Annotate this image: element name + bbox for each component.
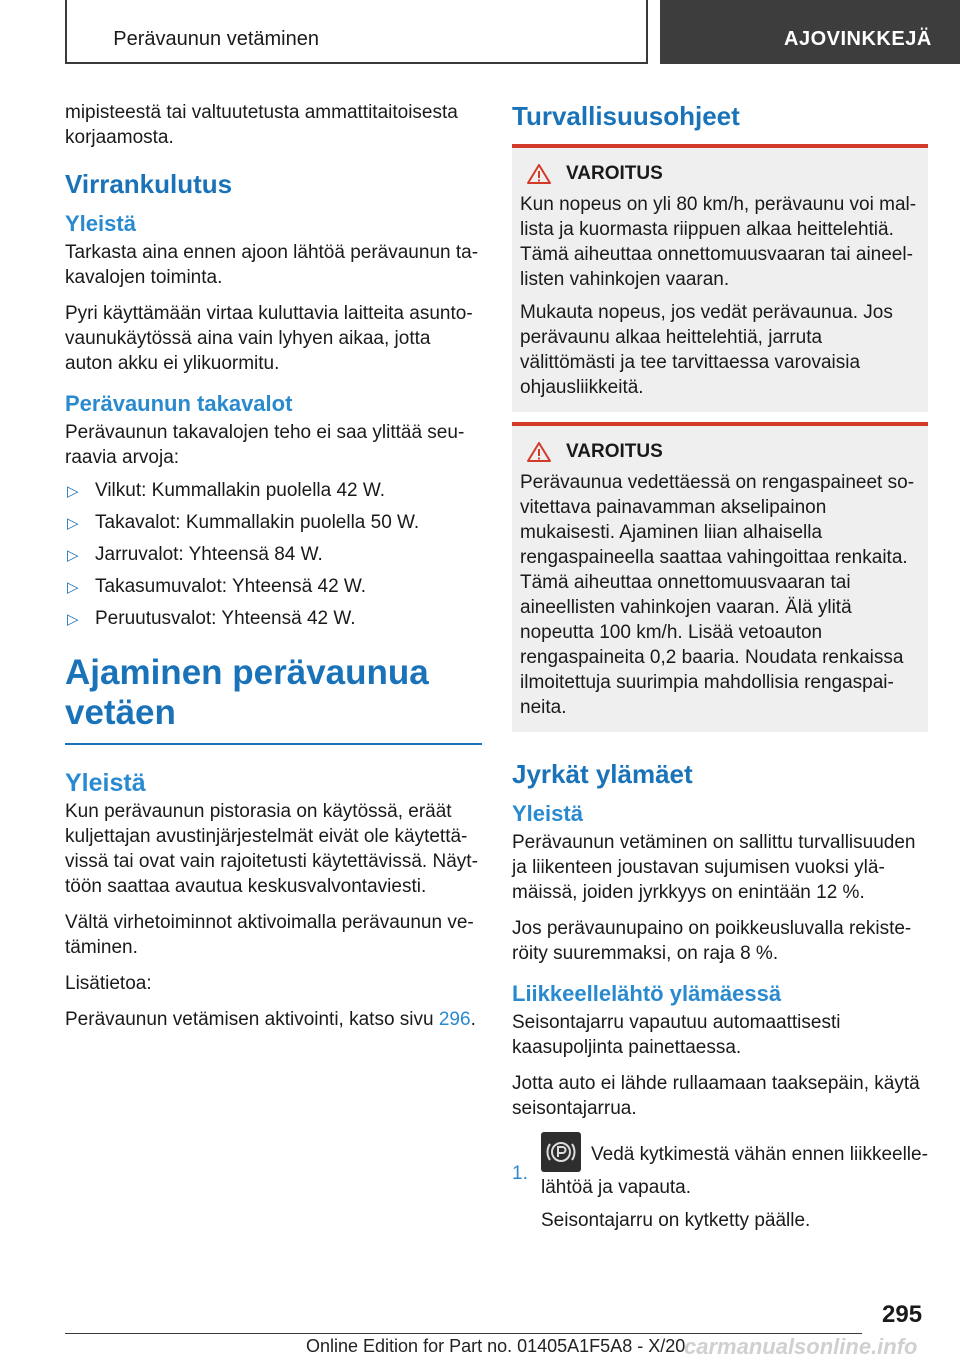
liikkeelle-heading: Liikkeellelähtö ylämäessä: [512, 981, 782, 1006]
triangle-right-icon: ▷: [67, 579, 79, 596]
virrankulutus-subheading: Yleistä: [65, 211, 136, 236]
triangle-right-icon: ▷: [67, 547, 79, 564]
list-item: [512, 1135, 928, 1233]
turvallisuus-heading: Turvallisuusohjeet: [512, 101, 740, 131]
intro-paragraph: mipisteestä tai valtuutetusta ammattitaitoisesta korjaamosta.: [65, 102, 458, 148]
step-note: Seisontajarru on kytketty päälle.: [541, 1210, 811, 1231]
warning-1-paragraph-2: Mukauta nopeus, jos vedät perävaunua. Jos perävaunu alkaa heittelehtiä, jarruta välittömästi ja tee tarvittaessa varovaisia ohjausliikkeitä.: [520, 302, 893, 398]
takavalot-intro: Perävaunun takavalojen teho ei saa ylittää seuraavia arvoja:: [65, 422, 465, 468]
jyrkat-heading: Jyrkät ylämäet: [512, 759, 693, 789]
list-item: ▷ Takavalot: Kummallakin puolella 50 W.: [65, 510, 482, 535]
virrankulutus-heading: Virrankulutus: [65, 169, 233, 199]
jyrkat-subheading: Yleistä: [512, 801, 583, 826]
takavalot-heading: Perävaunun takavalot: [65, 391, 293, 416]
left-column: [65, 100, 482, 1043]
warning-header: [520, 440, 920, 464]
ajaminen-paragraph-2: Vältä virhetoiminnot aktivoimalla perävaunun vetäminen.: [65, 912, 474, 958]
step-text: Vedä kytkimestä vähän ennen liikkeellelähtöä ja vapauta.: [541, 1144, 928, 1198]
warning-label: VAROITUS: [566, 163, 663, 184]
page-link[interactable]: 296: [438, 1009, 471, 1030]
warning-triangle-icon: [526, 441, 552, 463]
watermark: carmanualsonline.info: [684, 1334, 918, 1359]
footer-edition: Online Edition for Part no. 01405A1F5A8 - X/20: [306, 1336, 686, 1356]
steps-list: [512, 1135, 928, 1233]
warning-box-1: [512, 144, 928, 412]
warning-header: [520, 162, 920, 186]
jyrkat-paragraph-1: Perävaunun vetäminen on sallittu turvallisuuden ja liikenteen joustavan sujumisen vuoksi ylämäissä, joiden jyrkkyys on enintään 12 %.: [512, 832, 916, 903]
ajaminen-subheading: Yleistä: [65, 769, 146, 797]
virrankulutus-paragraph-2: Pyri käyttämään virtaa kuluttavia laitteita asuntovaunukäytössä aina vain lyhyen aikaa, jotta auton akku ei ylikuormitu.: [65, 303, 473, 374]
takavalot-list: [65, 478, 482, 631]
warning-label: VAROITUS: [566, 441, 663, 462]
warning-box-2: [512, 422, 928, 732]
list-item: ▷ Jarruvalot: Yhteensä 84 W.: [65, 542, 482, 567]
page-number: 295: [882, 1301, 923, 1328]
triangle-right-icon: ▷: [67, 515, 79, 532]
right-column: [512, 100, 928, 1244]
parking-brake-icon: [541, 1132, 581, 1172]
list-item: ▷ Peruutusvalot: Yhteensä 42 W.: [65, 606, 482, 631]
list-item: ▷ Takasumuvalot: Yhteensä 42 W.: [65, 574, 482, 599]
triangle-right-icon: ▷: [67, 483, 79, 500]
warning-2-paragraph-1: Perävaunua vedettäessä on rengaspaineet sovitettava painavamman akselipainon mukaisesti. Ajaminen liian alhaisella rengaspaineella saattaa vahingoittaa renkaita. Tämä aiheuttaa onnettomuusvaaran tai aineellisten vahinkojen vaaran. Älä ylitä nopeutta 100 km/h. Lisää vetoauton rengaspaineita 0,2 baaria. Noudata renkaissa ilmoitettuja suurimpia mahdollisia rengaspaineita.: [520, 472, 915, 718]
warning-1-paragraph-1: Kun nopeus on yli 80 km/h, perävaunu voi mallista ja kuormasta riippuen alkaa heittelehtiä. Tämä aiheuttaa onnettomuusvaaran tai aineellisten vahinkojen vaaran.: [520, 194, 917, 290]
header-section-title: Perävaunun vetäminen: [113, 28, 319, 50]
list-item: ▷ Vilkut: Kummallakin puolella 42 W.: [65, 478, 482, 503]
warning-triangle-icon: [526, 163, 552, 185]
ajaminen-heading: Ajaminen perävaunua vetäen: [65, 653, 482, 745]
step-number: 1.: [512, 1163, 528, 1184]
ajaminen-paragraph-3: Lisätietoa:: [65, 973, 152, 994]
triangle-right-icon: ▷: [67, 611, 79, 628]
liikkeelle-paragraph-1: Seisontajarru vapautuu automaattisesti kaasupoljinta painettaessa.: [512, 1012, 841, 1058]
virrankulutus-paragraph-1: Tarkasta aina ennen ajoon lähtöä perävaunun takavalojen toiminta.: [65, 242, 479, 288]
ajaminen-paragraph-4: Perävaunun vetämisen aktivointi, katso sivu 296.: [65, 1009, 476, 1030]
liikkeelle-paragraph-2: Jotta auto ei lähde rullaamaan taaksepäin, käytä seisontajarrua.: [512, 1073, 920, 1119]
header-frame: [65, 0, 648, 64]
ajaminen-paragraph-1: Kun perävaunun pistorasia on käytössä, eräät kuljettajan avustinjärjestelmät eivät ole käytettävissä tai ovat vain rajoitetusti käytettävissä. Näyttöön saattaa avautua keskusvalvontaviesti.: [65, 801, 478, 897]
header-chapter-tab: AJOVINKKEJÄ: [660, 0, 960, 64]
jyrkat-paragraph-2: Jos perävaunupaino on poikkeusluvalla rekisteröity suuremmaksi, on raja 8 %.: [512, 918, 912, 964]
